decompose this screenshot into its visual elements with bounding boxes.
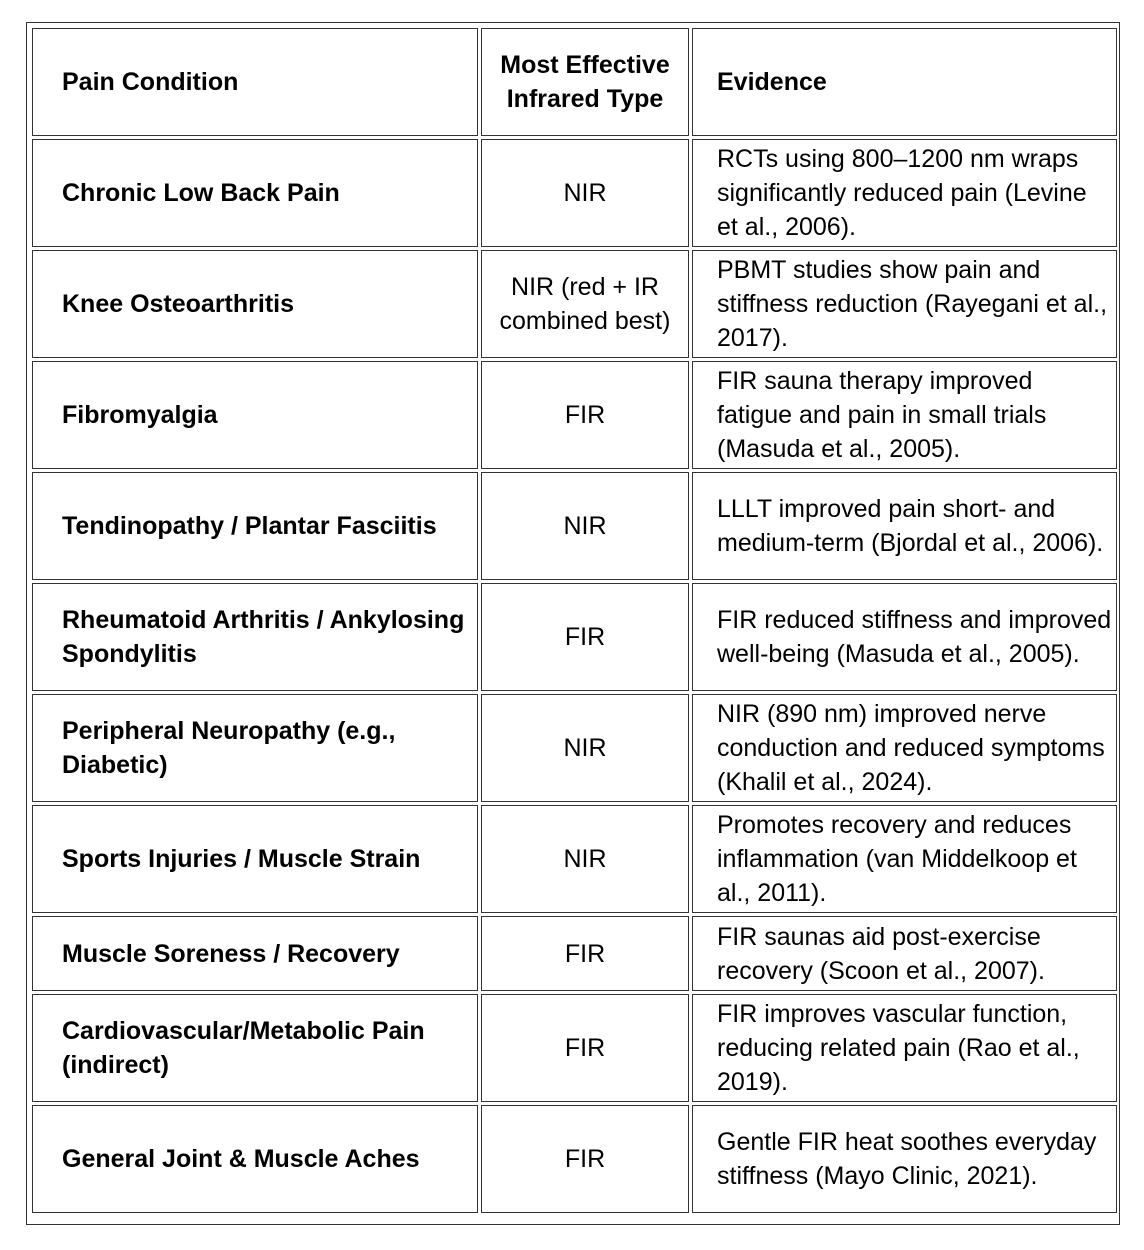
condition-cell: Tendinopathy / Plantar Fasciitis	[32, 472, 478, 580]
condition-cell: Muscle Soreness / Recovery	[32, 916, 478, 991]
table-row	[32, 805, 1117, 913]
condition-cell: Rheumatoid Arthritis / Ankylosing Spondylitis	[32, 583, 478, 691]
evidence-cell: Gentle FIR heat soothes everyday stiffness (Mayo Clinic, 2021).	[692, 1105, 1117, 1213]
table-row	[32, 583, 1117, 691]
table-row	[32, 916, 1117, 991]
type-cell: NIR (red + IR combined best)	[481, 250, 689, 358]
evidence-cell: NIR (890 nm) improved nerve conduction and reduced symptoms (Khalil et al., 2024).	[692, 694, 1117, 802]
table-row	[32, 472, 1117, 580]
condition-cell: Knee Osteoarthritis	[32, 250, 478, 358]
evidence-cell: FIR sauna therapy improved fatigue and pain in small trials (Masuda et al., 2005).	[692, 361, 1117, 469]
table-frame	[26, 22, 1120, 1225]
evidence-cell: FIR saunas aid post-exercise recovery (Scoon et al., 2007).	[692, 916, 1117, 991]
type-cell: NIR	[481, 139, 689, 247]
evidence-cell: FIR improves vascular function, reducing related pain (Rao et al., 2019).	[692, 994, 1117, 1102]
evidence-cell: FIR reduced stiffness and improved well-being (Masuda et al., 2005).	[692, 583, 1117, 691]
condition-cell: Cardiovascular/Metabolic Pain (indirect)	[32, 994, 478, 1102]
condition-cell: Peripheral Neuropathy (e.g., Diabetic)	[32, 694, 478, 802]
table-row	[32, 361, 1117, 469]
evidence-cell: Promotes recovery and reduces inflammation (van Middelkoop et al., 2011).	[692, 805, 1117, 913]
condition-cell: Sports Injuries / Muscle Strain	[32, 805, 478, 913]
type-cell: NIR	[481, 805, 689, 913]
evidence-cell: PBMT studies show pain and stiffness reduction (Rayegani et al., 2017).	[692, 250, 1117, 358]
type-cell: NIR	[481, 694, 689, 802]
type-cell: FIR	[481, 361, 689, 469]
header-row	[32, 28, 1117, 136]
condition-cell: Fibromyalgia	[32, 361, 478, 469]
header-type: Most Effective Infrared Type	[481, 28, 689, 136]
table-row	[32, 694, 1117, 802]
table-row	[32, 1105, 1117, 1213]
header-condition: Pain Condition	[32, 28, 478, 136]
type-cell: NIR	[481, 472, 689, 580]
evidence-cell: RCTs using 800–1200 nm wraps significantly reduced pain (Levine et al., 2006).	[692, 139, 1117, 247]
header-evidence: Evidence	[692, 28, 1117, 136]
pain-condition-table	[29, 25, 1120, 1216]
type-cell: FIR	[481, 994, 689, 1102]
condition-cell: Chronic Low Back Pain	[32, 139, 478, 247]
evidence-cell: LLLT improved pain short- and medium-term (Bjordal et al., 2006).	[692, 472, 1117, 580]
table-row	[32, 250, 1117, 358]
condition-cell: General Joint & Muscle Aches	[32, 1105, 478, 1213]
table-row	[32, 139, 1117, 247]
type-cell: FIR	[481, 1105, 689, 1213]
type-cell: FIR	[481, 916, 689, 991]
table-row	[32, 994, 1117, 1102]
type-cell: FIR	[481, 583, 689, 691]
